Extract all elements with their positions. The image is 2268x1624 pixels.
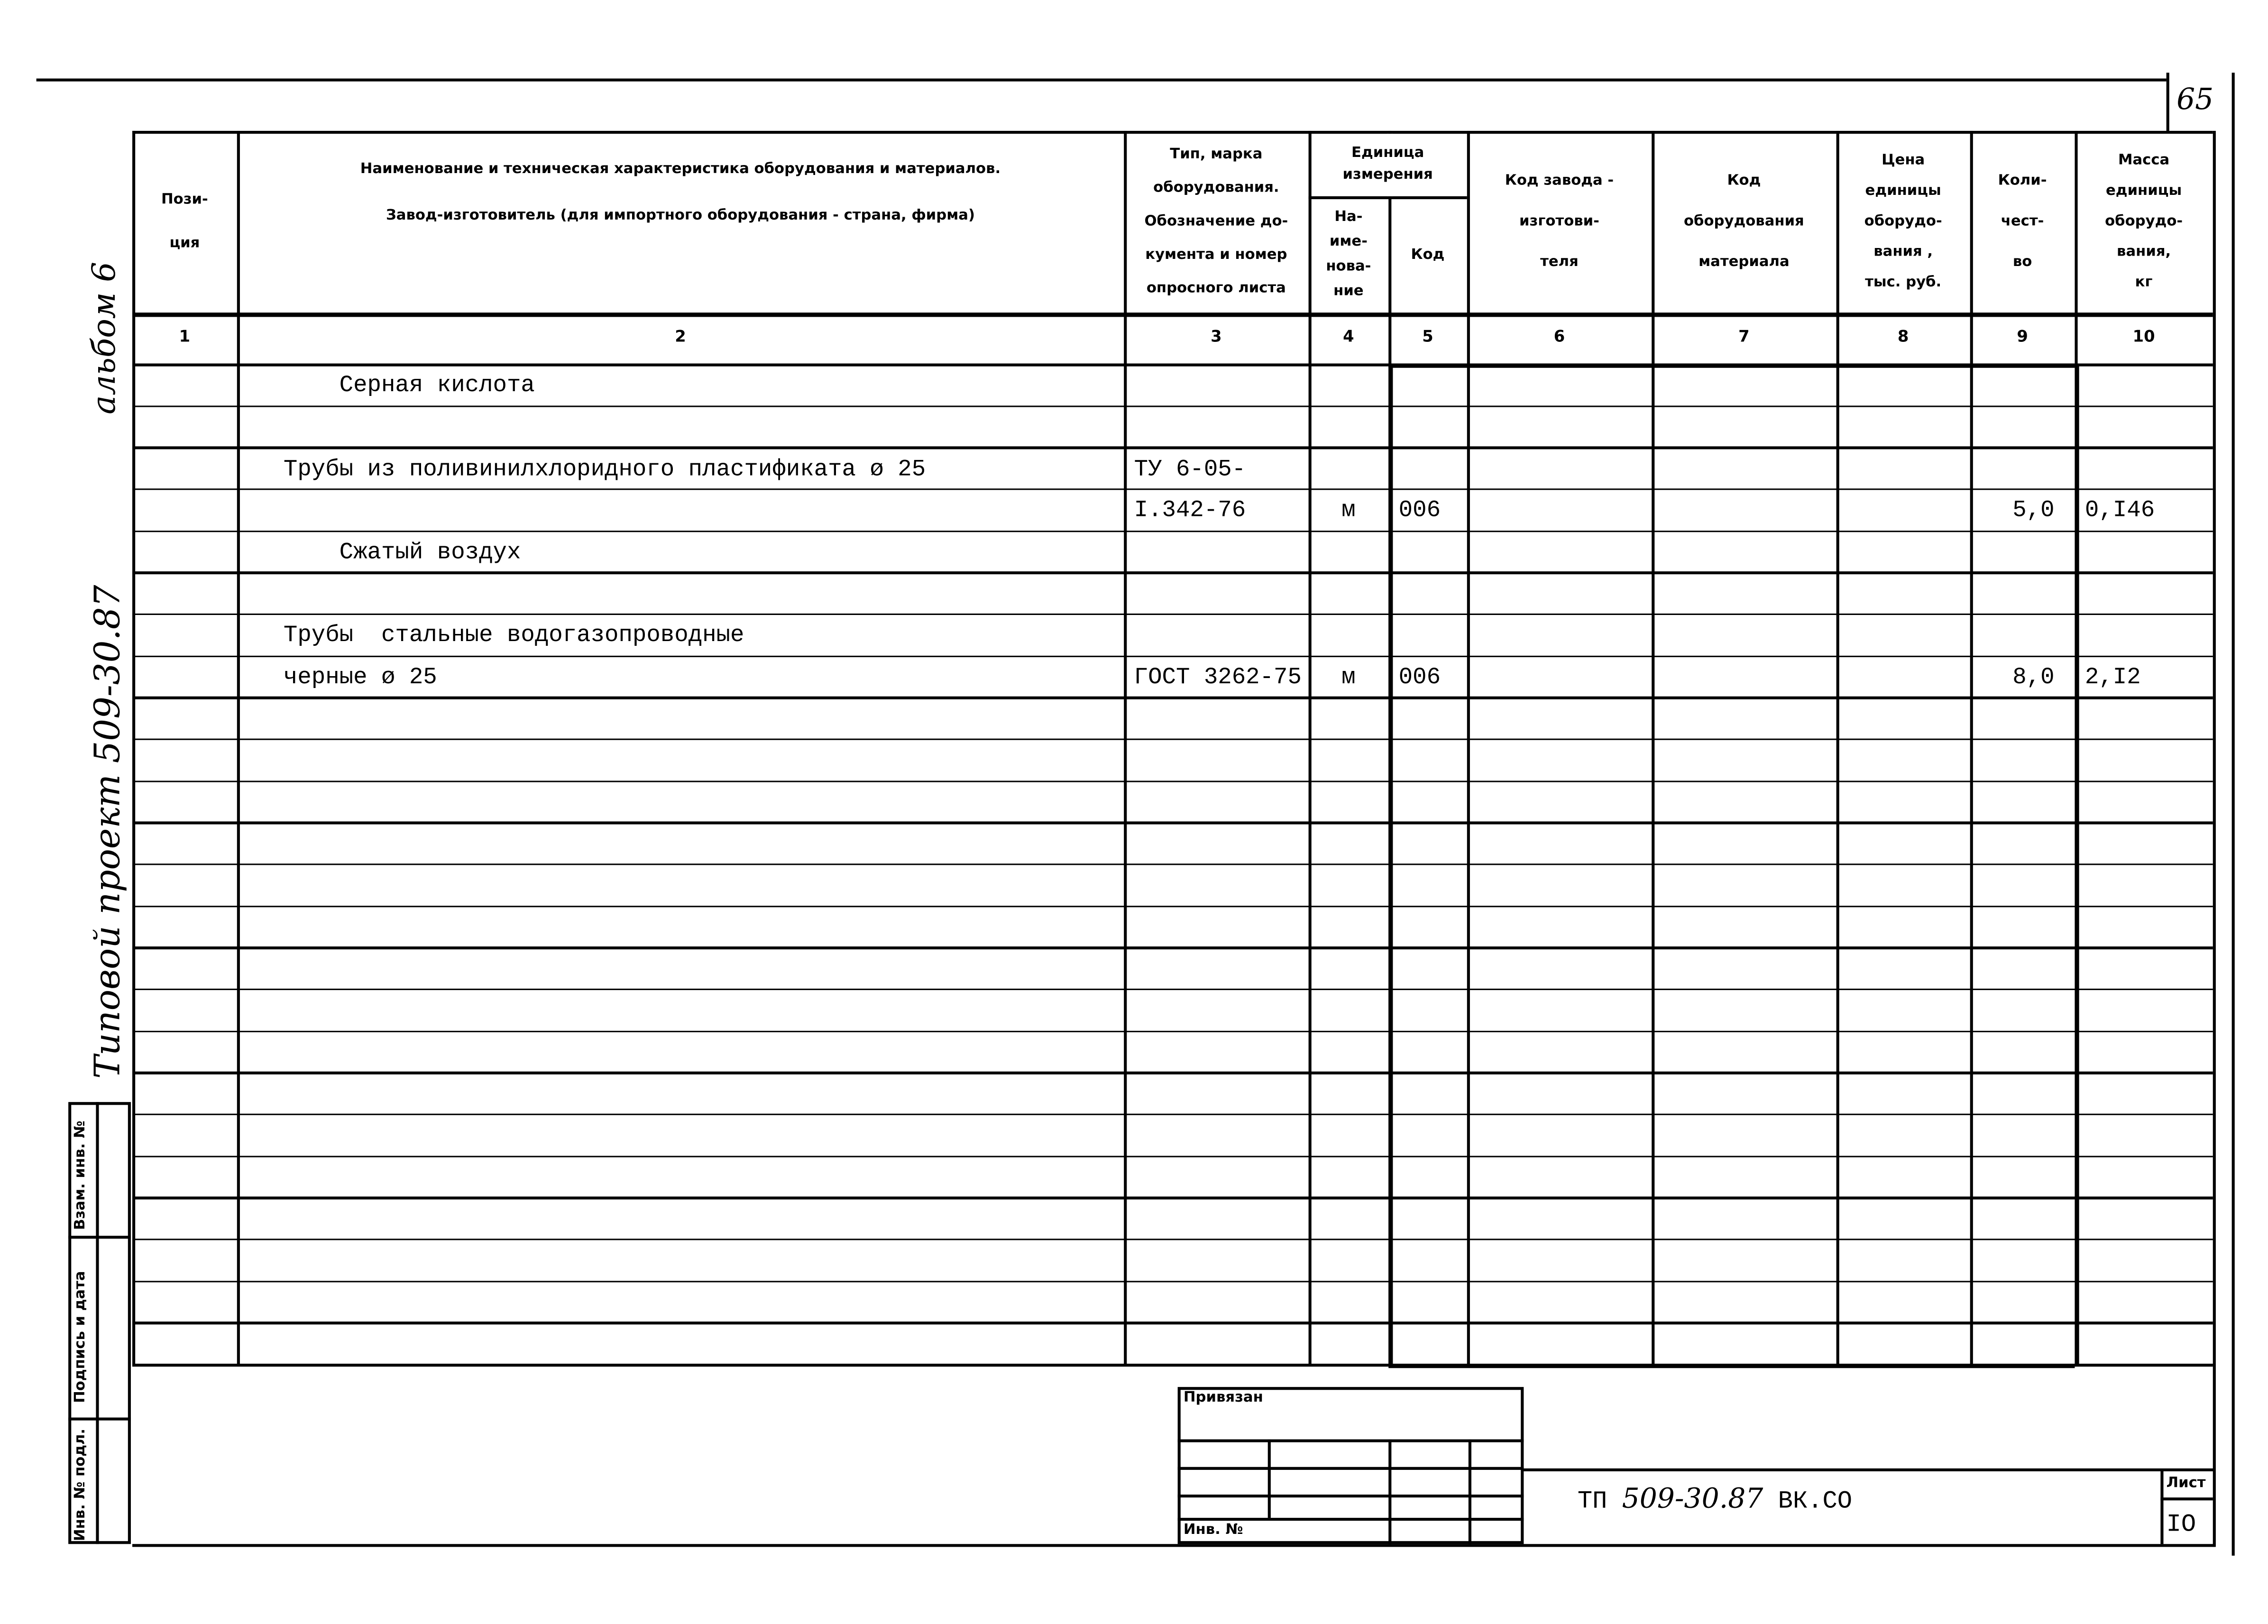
- table-row: [132, 530, 2213, 572]
- cell-col4: м: [1341, 497, 1356, 524]
- signature-date-label: Подпись и дата: [73, 1271, 89, 1403]
- column-number: 3: [1211, 327, 1222, 346]
- header-line: На-: [1334, 209, 1363, 226]
- margin-stamp-divider: [68, 1418, 131, 1420]
- cell-col9: 5,0: [2012, 497, 2055, 524]
- header-line: Единица: [1351, 145, 1424, 161]
- stamp-line: [1388, 1440, 1391, 1544]
- table-row: [132, 1322, 2213, 1364]
- table-row: [132, 905, 2213, 947]
- header-quantity: [1970, 131, 2075, 312]
- table-row: [132, 989, 2213, 1030]
- header-line: чест-: [2001, 213, 2044, 229]
- table-row: [132, 1239, 2213, 1280]
- header-line: измерения: [1342, 166, 1433, 183]
- header-line: материала: [1699, 254, 1790, 270]
- header-line: Масса: [2118, 152, 2170, 169]
- column-number: 8: [1897, 327, 1909, 346]
- column-number: 5: [1422, 327, 1433, 346]
- header-line: вания,: [2117, 244, 2171, 260]
- header-mass: [2075, 131, 2213, 312]
- header-line: кумента и номер: [1145, 247, 1287, 263]
- header-line: во: [2012, 254, 2032, 270]
- cell-col10: 0,I46: [2084, 497, 2155, 524]
- table-row: [132, 655, 2213, 697]
- header-line: Обозначение до-: [1144, 213, 1288, 230]
- cell-col4: м: [1341, 664, 1356, 691]
- column-number: 4: [1343, 327, 1354, 346]
- title-block-top: [1522, 1468, 2214, 1471]
- header-line: единицы: [1865, 183, 1941, 200]
- cell-col2: Сжатый воздух: [283, 539, 521, 566]
- designation-prefix: ТП: [1577, 1488, 1607, 1517]
- cell-col3: ГОСТ 3262-75: [1134, 664, 1302, 691]
- box-line: [1388, 1364, 2075, 1367]
- header-line: оборудо-: [1864, 213, 1942, 230]
- header-position: [132, 131, 237, 312]
- header-price: [1836, 131, 1970, 312]
- header-line: Завод-изготовитель (для импортного оборудования - страна, фирма): [386, 207, 975, 223]
- cell-col10: 2,I2: [2084, 664, 2141, 691]
- header-line: Тип, марка: [1170, 147, 1263, 163]
- stamp-line: [1178, 1467, 1524, 1469]
- header-line: изготови-: [1519, 213, 1599, 229]
- header-line: нова-: [1326, 258, 1371, 275]
- cell-col2: черные ø 25: [283, 664, 437, 691]
- document-designation: [1578, 1483, 1852, 1517]
- sheet-number: IO: [2166, 1512, 2196, 1540]
- header-type-doc: [1124, 131, 1308, 312]
- header-line: име-: [1329, 234, 1368, 250]
- header-line: оборудования.: [1153, 180, 1279, 196]
- header-line: Код завода -: [1505, 172, 1614, 189]
- header-line: Код: [1727, 172, 1761, 189]
- table-row: [132, 1030, 2213, 1072]
- cell-col3: I.342-76: [1134, 497, 1246, 524]
- cell-col3: ТУ 6-05-: [1134, 456, 1246, 482]
- attached-label: Привязан: [1183, 1390, 1263, 1406]
- column-number: 2: [675, 327, 686, 346]
- header-bottom-border: [132, 312, 2213, 316]
- designation-suffix: ВК.СО: [1778, 1488, 1853, 1517]
- table-row: [132, 447, 2213, 488]
- header-line: кг: [2135, 275, 2153, 291]
- stamp-line: [1268, 1440, 1270, 1518]
- table-row: [132, 488, 2213, 530]
- header-line: оборудования: [1683, 213, 1804, 229]
- inv-original-label: Инв. № подл.: [73, 1428, 89, 1541]
- right-margin-rule: [2232, 73, 2234, 1556]
- margin-stamp-divider: [96, 1102, 98, 1544]
- table-row: [132, 364, 2213, 405]
- cell-col2: Трубы из поливинилхлоридного пластификата ø 25: [283, 456, 926, 482]
- table-row: [132, 1156, 2213, 1197]
- header-line: Коли-: [1998, 172, 2047, 189]
- header-name: [237, 131, 1124, 255]
- column-number: 7: [1738, 327, 1750, 346]
- column-number: 10: [2132, 327, 2155, 346]
- table-row: [132, 739, 2213, 780]
- cell-col5: 006: [1398, 664, 1441, 691]
- cell-col2: Серная кислота: [283, 372, 535, 399]
- table-row: [132, 822, 2213, 863]
- page-number: 65: [2176, 81, 2214, 117]
- header-unit-name: [1309, 196, 1389, 312]
- header-line: оборудо-: [2105, 213, 2183, 230]
- header-line: вания ,: [1873, 244, 1933, 260]
- stamp-line: [1178, 1495, 1524, 1497]
- table-row: [132, 1197, 2213, 1239]
- project-note: Типовой проект 509-30.87: [87, 585, 128, 1079]
- stamp-line: [1178, 1440, 1524, 1442]
- column-number: 9: [2017, 327, 2028, 346]
- cell-col9: 8,0: [2012, 664, 2055, 691]
- bottom-rule: [132, 1544, 2214, 1547]
- table-row: [132, 1114, 2213, 1156]
- header-line: единицы: [2106, 183, 2182, 200]
- sheet-divider: [2160, 1497, 2213, 1500]
- stamp-line: [1469, 1440, 1471, 1544]
- header-line: теля: [1540, 254, 1579, 270]
- table-row: [132, 614, 2213, 655]
- column-number: 1: [179, 327, 191, 346]
- header-line: Пози-: [161, 191, 208, 207]
- page-number-divider: [2167, 73, 2169, 131]
- top-rule: [37, 79, 2167, 82]
- album-note: альбом 6: [87, 261, 124, 414]
- replaced-inv-label: Взам. инв. №: [73, 1120, 89, 1230]
- header-line: ция: [169, 235, 200, 251]
- header-line: тыс. руб.: [1865, 275, 1942, 291]
- table-row: [132, 780, 2213, 822]
- table-row: [132, 863, 2213, 905]
- table-row: [132, 405, 2213, 447]
- header-equipment-code: [1652, 131, 1836, 312]
- sheet-label: Лист: [2166, 1476, 2206, 1492]
- table-right-border: [2213, 131, 2216, 1547]
- header-unit-code: [1388, 196, 1467, 312]
- column-number: 6: [1553, 327, 1565, 346]
- table-row: [132, 947, 2213, 989]
- header-line: опросного листа: [1146, 280, 1286, 297]
- table-row: [132, 697, 2213, 739]
- sheet-divider: [2160, 1471, 2163, 1544]
- header-manufacturer-code: [1467, 131, 1652, 312]
- header-line: Код: [1411, 246, 1445, 263]
- header-line: Цена: [1882, 152, 1925, 169]
- header-line: ние: [1333, 283, 1364, 300]
- cell-col5: 006: [1398, 497, 1441, 524]
- margin-stamp-divider: [68, 1236, 131, 1238]
- designation-number: 509-30.87: [1622, 1483, 1763, 1515]
- header-line: Наименование и техническая характеристика оборудования и материалов.: [360, 160, 1001, 177]
- inv-no-label: Инв. №: [1183, 1522, 1243, 1539]
- table-row: [132, 572, 2213, 614]
- table-row: [132, 1280, 2213, 1322]
- header-unit-group: [1309, 131, 1467, 196]
- stamp-line: [1178, 1518, 1524, 1521]
- table-row: [132, 1072, 2213, 1114]
- cell-col2: Трубы стальные водогазопроводные: [283, 623, 744, 649]
